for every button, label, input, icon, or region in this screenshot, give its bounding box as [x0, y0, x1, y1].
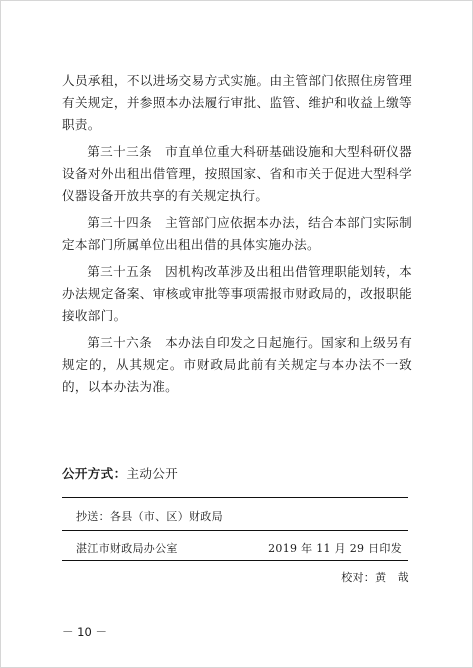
disclosure-label: 公开方式：: [62, 466, 127, 481]
paragraph-article-35: 第三十五条 因机构改革涉及出租出借管理职能划转，本办法规定备案、审核或审批等事项需报市财政局的，改报职能接收部门。: [62, 264, 412, 323]
proofreader: 校对：黄 哉: [341, 571, 409, 584]
divider-bottom: [62, 560, 408, 561]
paragraph-article-36: 第三十六条 本办法自印发之日起施行。国家和上级另有规定的，从其规定。市财政局此前有关规定与本办法不一致的，以本办法为准。: [62, 335, 412, 394]
cc-recipients: 抄送：各县（市、区）财政局: [76, 510, 223, 523]
issuing-office-line: [62, 540, 408, 556]
document-body: [62, 70, 412, 403]
paragraph-article-34: 第三十四条 主管部门应依据本办法，结合本部门实际制定本部门所属单位出租出借的具体实施办法。: [62, 215, 412, 252]
disclosure-method: [62, 463, 178, 482]
issuing-office: 湛江市财政局办公室: [76, 542, 178, 555]
disclosure-value: 主动公开: [126, 466, 179, 481]
page-number: － 10 －: [62, 625, 107, 639]
print-date: 2019 年 11 月 29 日印发: [268, 542, 402, 555]
divider-middle: [62, 530, 408, 531]
divider-top: [62, 497, 408, 498]
paragraph-article-33: 第三十三条 市直单位重大科研基础设施和大型科研仪器设备对外出租出借管理，按照国家、省和市关于促进大型科学仪器设备开放共享的有关规定执行。: [62, 144, 412, 203]
paragraph: 人员承租，不以进场交易方式实施。由主管部门依照住房管理有关规定，并参照本办法履行审批、监管、维护和收益上缴等职责。: [62, 73, 412, 132]
